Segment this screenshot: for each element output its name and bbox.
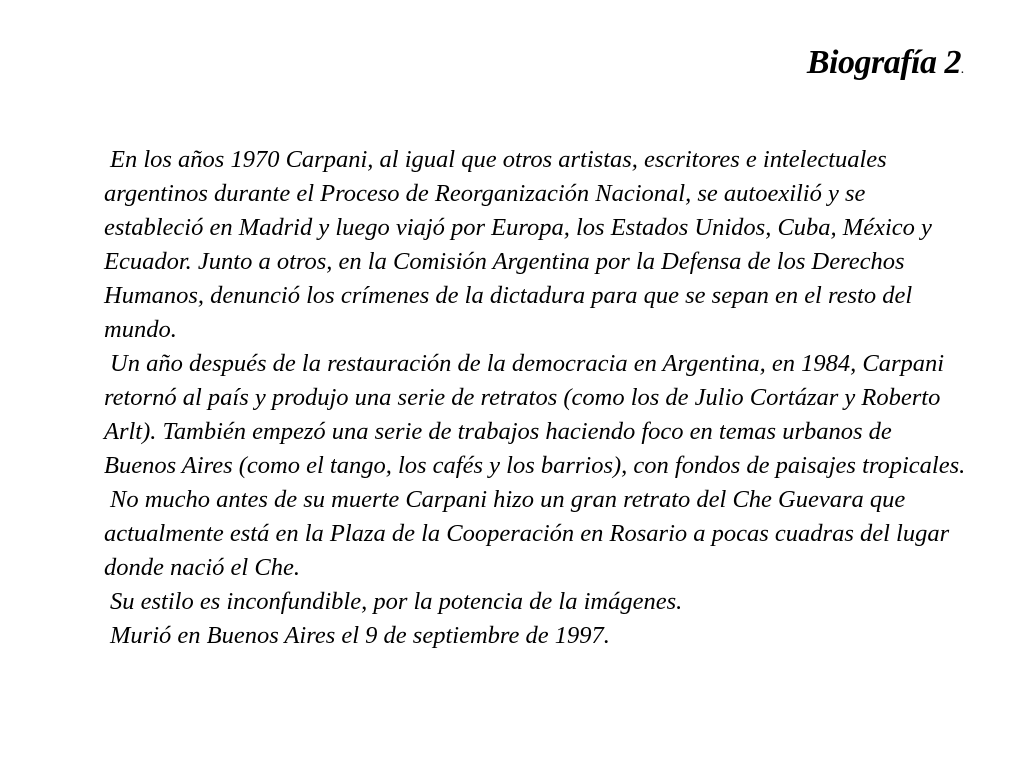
paragraph-death: Murió en Buenos Aires el 9 de septiembre de 1997.: [110, 622, 610, 649]
slide-body: [104, 143, 970, 653]
slide-title-text: Biografía 2: [806, 44, 961, 81]
paragraph-style: Su estilo es inconfundible, por la potencia de la imágenes.: [110, 588, 683, 615]
slide-title-suffix: .: [961, 62, 964, 77]
paragraph-return: Un año después de la restauración de la democracia en Argentina, en 1984, Carpani retornó al país y produjo una serie de retratos (como los de Julio Cortázar y Roberto Arlt). También empezó una serie de trabajos haciendo foco en temas urbanos de Buenos Aires (como el tango, los cafés y los barrios), con fondos de paisajes tropicales.: [104, 350, 966, 479]
paragraph-che-portrait: No mucho antes de su muerte Carpani hizo un gran retrato del Che Guevara que actualmente está en la Plaza de la Cooperación en Rosario a pocas cuadras del lugar donde nació el Che.: [104, 486, 950, 581]
slide-title: [807, 44, 964, 81]
paragraph-exile: En los años 1970 Carpani, al igual que otros artistas, escritores e intelectuales argentinos durante el Proceso de Reorganización Nacional, se autoexilió y se estableció en Madrid y luego viajó por Europa, los Estados Unidos, Cuba, México y Ecuador. Junto a otros, en la Comisión Argentina por la Defensa de los Derechos Humanos, denunció los crímenes de la dictadura para que se sepan en el resto del mundo.: [104, 146, 932, 343]
